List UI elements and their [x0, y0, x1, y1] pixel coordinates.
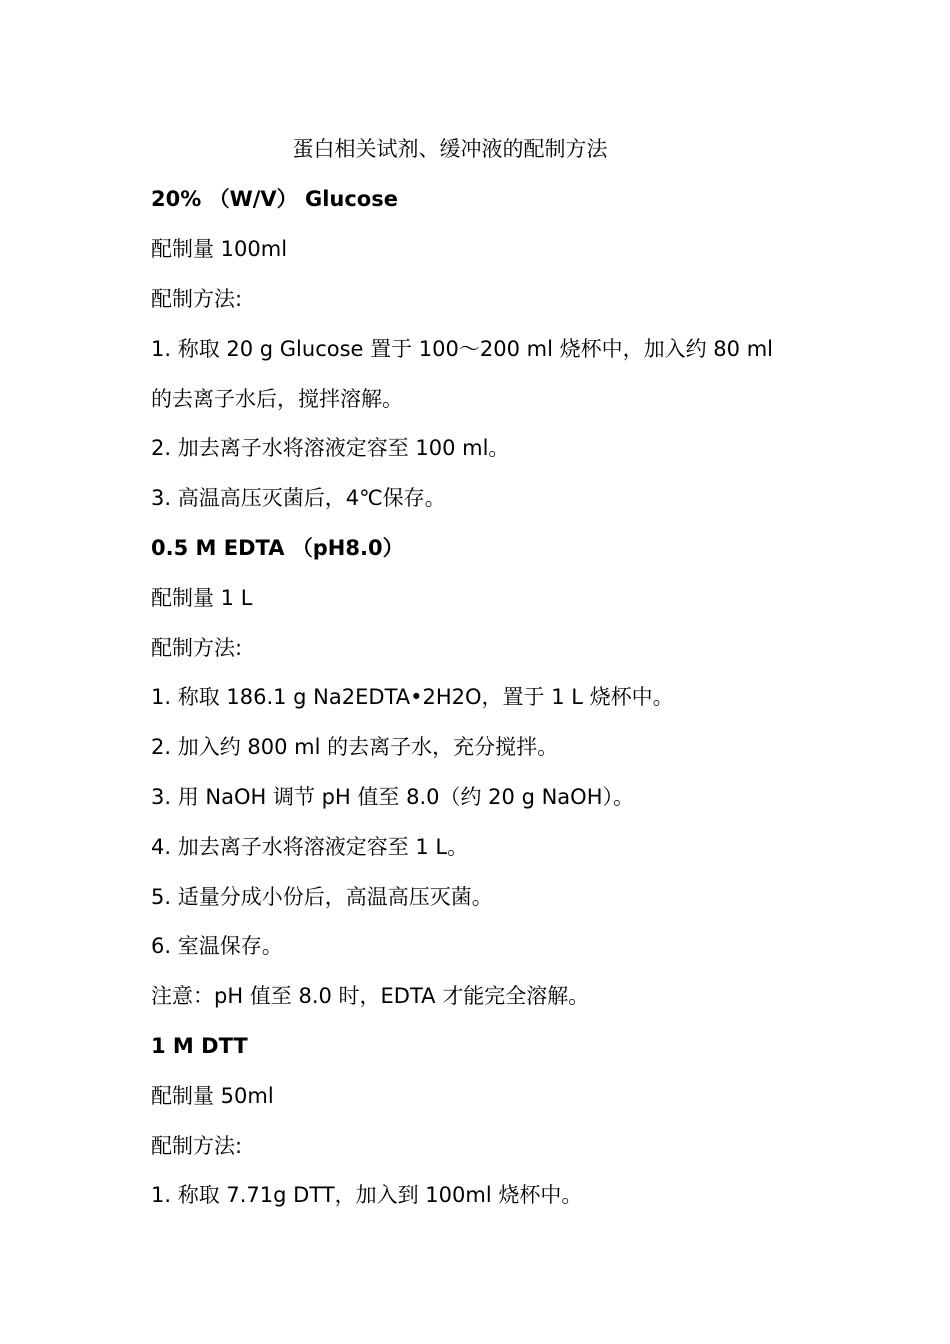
document-title: 蛋白相关试剂、缓冲液的配制方法	[292, 137, 608, 161]
section-heading-glucose: 20% （W/V） Glucose	[151, 187, 398, 211]
method-label: 配制方法:	[151, 636, 243, 660]
section-heading-edta: 0.5 M EDTA （pH8.0）	[151, 536, 404, 560]
step-line: 4. 加去离子水将溶液定容至 1 L。	[151, 835, 469, 859]
step-line: 2. 加去离子水将溶液定容至 100 ml。	[151, 436, 510, 460]
method-label: 配制方法:	[151, 1134, 243, 1158]
method-label: 配制方法:	[151, 287, 243, 311]
note-line: 注意：pH 值至 8.0 时，EDTA 才能完全溶解。	[151, 984, 590, 1008]
prep-amount: 配制量 50ml	[151, 1084, 274, 1108]
step-line: 1. 称取 20 g Glucose 置于 100～200 ml 烧杯中，加入约 80 ml	[151, 337, 773, 361]
step-line: 3. 高温高压灭菌后，4℃保存。	[151, 486, 446, 510]
section-heading-dtt: 1 M DTT	[151, 1034, 248, 1058]
step-line: 的去离子水后，搅拌溶解。	[151, 387, 403, 411]
step-line: 5. 适量分成小份后，高温高压灭菌。	[151, 885, 493, 909]
step-line: 1. 称取 7.71g DTT，加入到 100ml 烧杯中。	[151, 1183, 583, 1207]
step-line: 6. 室温保存。	[151, 934, 283, 958]
step-line: 2. 加入约 800 ml 的去离子水，充分搅拌。	[151, 735, 559, 759]
step-line: 1. 称取 186.1 g Na2EDTA•2H2O，置于 1 L 烧杯中。	[151, 685, 674, 709]
prep-amount: 配制量 100ml	[151, 237, 288, 261]
prep-amount: 配制量 1 L	[151, 586, 253, 610]
step-line: 3. 用 NaOH 调节 pH 值至 8.0（约 20 g NaOH）。	[151, 785, 634, 809]
